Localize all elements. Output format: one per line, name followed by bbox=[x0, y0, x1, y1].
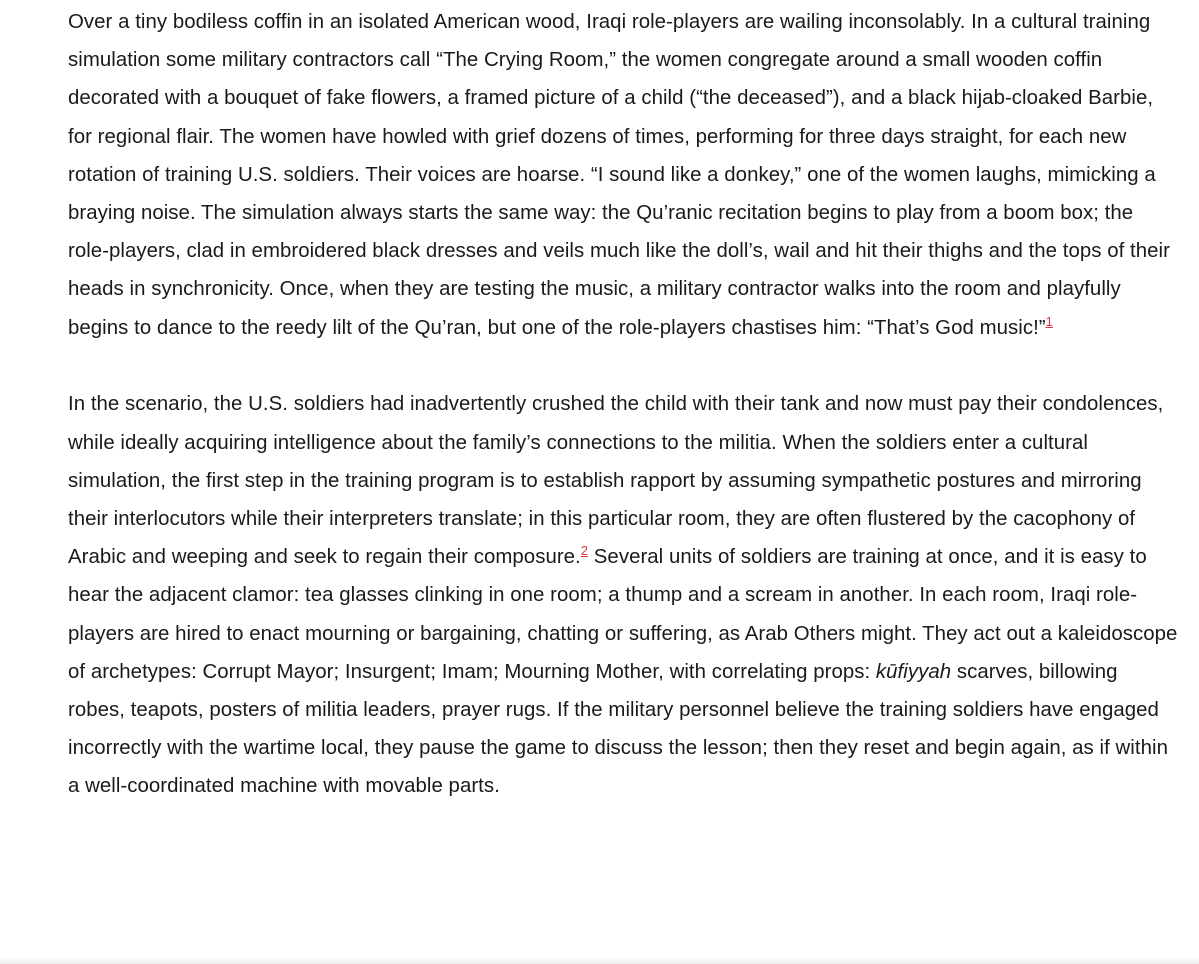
paragraph-2-text-start: In the scenario, the U.S. soldiers had inadvertently crushed the child with their tank and now must pay their condolences, while ideally acquiring intelligence about the family’s connections to the militia. When the soldiers enter a cultural simulation, the first step in the training program is to establish rapport by assuming sympathetic postures and mirroring their interlocutors while their interpreters translate; in this particular room, they are often flustered by the cacophony of Arabic and weeping and seek to regain their composure. bbox=[68, 393, 1164, 569]
italic-term: kūfiyyah bbox=[875, 660, 952, 683]
paragraph-2-text-middle: Several units of soldiers are training at once, and it is easy to hear the adjacent clamor: tea glasses clinking in one room; a thump and a scream in another. In each room, Iraqi role-players are hired to enact mourning or bargaining, chatting or suffering, as Arab Others might. They act out a kaleidoscope of archetypes: Corrupt Mayor; Insurgent; Imam; Mourning Mother, with correlating props: bbox=[68, 546, 1178, 683]
paragraph-1-text: Over a tiny bodiless coffin in an isolated American wood, Iraqi role-players are wailing inconsolably. In a cultural training simulation some military contractors call “The Crying Room,” the women congregate around a small wooden coffin decorated with a bouquet of fake flowers, a framed picture of a child (“the deceased”), and a black hijab-cloaked Barbie, for regional flair. The women have howled with grief dozens of times, performing for three days straight, for each new rotation of training U.S. soldiers. Their voices are hoarse. “I sound like a donkey,” one of the women laughs, mimicking a braying noise. The simulation always starts the same way: the Qu’ranic recitation begins to play from a boom box; the role-players, clad in embroidered black dresses and veils much like the doll’s, wail and hit their thighs and the tops of their heads in synchronicity. Once, when they are testing the music, a military contractor walks into the room and playfully begins to dance to the reedy lilt of the Qu’ran, but one of the role-players chastises him: “That’s God music!” bbox=[68, 11, 1170, 339]
paragraph-2 bbox=[68, 385, 1178, 805]
footnote-link-1[interactable]: 1 bbox=[1045, 313, 1053, 329]
footnote-link-2[interactable]: 2 bbox=[580, 543, 589, 559]
bottom-edge-shadow bbox=[0, 956, 1199, 964]
paragraph-1 bbox=[68, 3, 1178, 347]
article-body bbox=[68, 3, 1178, 806]
paragraph-2-text-end: scarves, billowing robes, teapots, posters of militia leaders, prayer rugs. If the military personnel believe the training soldiers have engaged incorrectly with the wartime local, they pause the game to discuss the lesson; then they reset and begin again, as if within a well-coordinated machine with movable parts. bbox=[68, 660, 1168, 798]
